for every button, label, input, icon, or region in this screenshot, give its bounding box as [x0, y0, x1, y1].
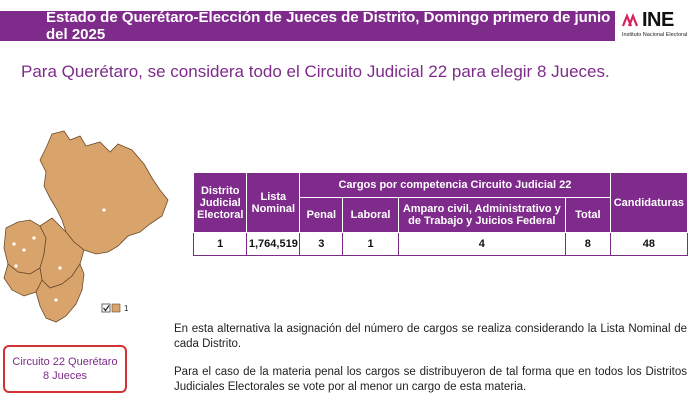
cell-amparo: 4 — [398, 233, 565, 256]
col-header-candidaturas: Candidaturas — [610, 173, 687, 233]
map-legend-label: 1 — [124, 304, 129, 313]
col-header-amparo: Amparo civil, Administrativo y de Trabajo y Juicios Federal — [398, 198, 565, 233]
ine-logo-mark-icon — [622, 13, 640, 27]
header-bar — [0, 11, 615, 41]
cell-total: 8 — [565, 233, 610, 256]
cell-penal: 3 — [300, 233, 343, 256]
col-header-distrito: Distrito Judicial Electoral — [194, 173, 247, 233]
col-header-total: Total — [565, 198, 610, 233]
results-table-container — [193, 172, 688, 256]
paragraph-penal: Para el caso de la materia penal los cargos se distribuyeron de tal forma que en todos los Distritos Judiciales Electorales se vote por al menor un cargo de esta materia. — [174, 366, 687, 393]
cell-lista: 1,764,519 — [247, 233, 300, 256]
info-box-line2: 8 Jueces — [42, 370, 88, 382]
logo-name: INE — [642, 9, 674, 31]
col-header-lista: Lista Nominal — [247, 173, 300, 233]
circuit-info-box — [3, 345, 127, 393]
info-box-line1: Circuito 22 Querétaro — [12, 356, 118, 368]
table-row — [194, 233, 688, 256]
col-header-penal: Penal — [300, 198, 343, 233]
queretaro-map — [0, 128, 172, 328]
map-legend — [102, 304, 129, 313]
col-header-laboral: Laboral — [343, 198, 398, 233]
results-table — [193, 172, 688, 256]
ine-logo — [622, 10, 694, 44]
paragraph-allocation: En esta alternativa la asignación del número de cargos se realiza considerando la Lista Nominal de cada Distrito. — [174, 323, 687, 350]
logo-subtitle: Instituto Nacional Electoral — [622, 32, 688, 38]
page-subtitle: Para Querétaro, se considera todo el Circuito Judicial 22 para elegir 8 Jueces. — [21, 62, 610, 81]
cell-distrito: 1 — [194, 233, 247, 256]
cell-laboral: 1 — [343, 233, 398, 256]
cell-candidaturas: 48 — [610, 233, 687, 256]
col-header-cargos-group: Cargos por competencia Circuito Judicial 22 — [300, 173, 610, 198]
header-title: Estado de Querétaro-Elección de Jueces de Distrito, Domingo primero de junio del 2025 — [46, 9, 611, 43]
